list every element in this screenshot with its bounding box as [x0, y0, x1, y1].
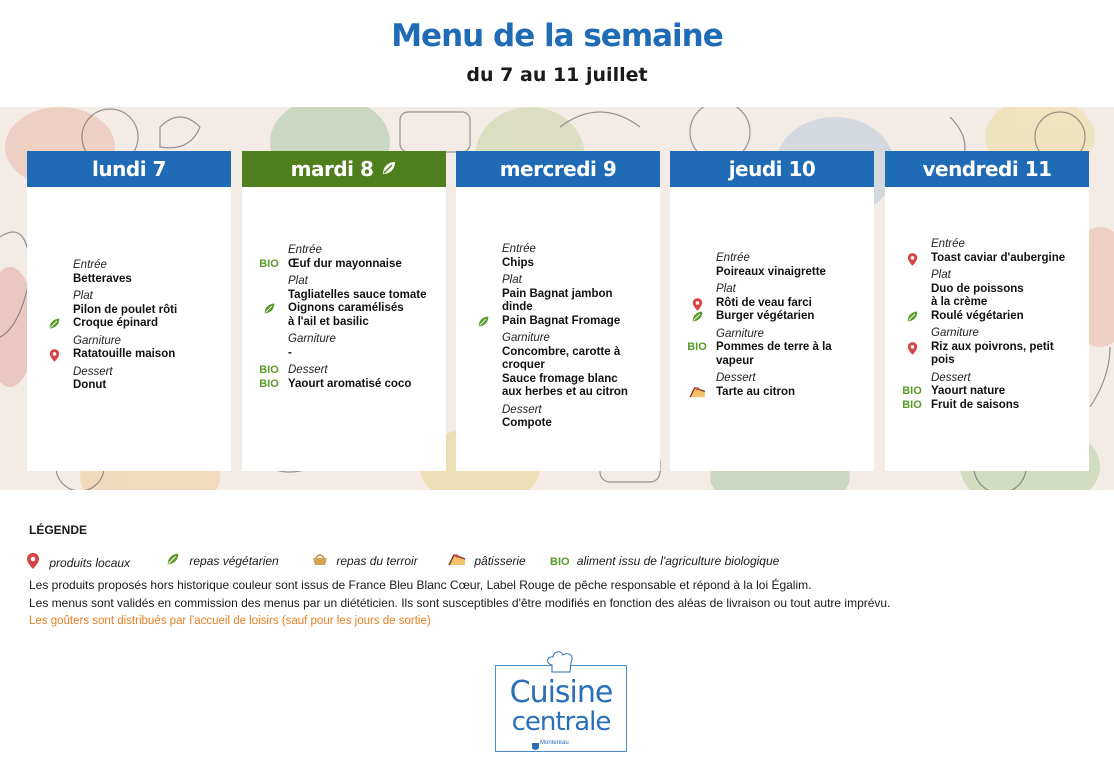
day-menu: [27, 187, 231, 471]
cuisine-centrale-logo: [495, 665, 627, 752]
legend-veg: [166, 552, 279, 571]
local-pin-icon: [26, 552, 40, 575]
vegetarian-leaf-icon: [468, 315, 498, 333]
day-header: [670, 151, 874, 187]
menu-item: Donut: [73, 379, 107, 391]
pastry-icon: [682, 386, 712, 403]
day-menu: [670, 187, 874, 471]
legend-local-label: produits locaux: [49, 555, 131, 570]
bio-tag: [254, 258, 284, 272]
bio-label: BIO: [259, 257, 279, 270]
legend-terroir: [312, 552, 418, 571]
bio-label: BIO: [902, 385, 922, 397]
menu-item: Sauce fromage blanc: [502, 372, 618, 385]
day-menu: [456, 187, 660, 471]
menu-item: pois: [931, 354, 955, 366]
vegetarian-leaf-icon: [254, 302, 284, 320]
menu-item: Pain Bagnat Fromage: [502, 314, 621, 327]
menu-item: croquer: [502, 359, 545, 371]
local-pin-icon: [897, 252, 927, 272]
legend-pastry: [448, 552, 526, 571]
menu-item: Duo de poissons: [931, 282, 1024, 295]
menu-category: Dessert: [931, 371, 971, 384]
menu-item: Roulé végétarien: [931, 309, 1024, 322]
menu-item: aux herbes et au citron: [502, 386, 628, 398]
bio-label: BIO: [259, 377, 279, 390]
legend-terroir-label: repas du terroir: [336, 554, 418, 568]
note-line-3: Les goûters sont distribués par l'accueil de loisirs (sauf pour les jours de sortie): [29, 615, 431, 627]
bio-tag: [897, 399, 927, 413]
day-card-thursday: [670, 151, 874, 471]
legend-bio-label: aliment issu de l'agriculture biologique: [576, 554, 780, 568]
bio-tag: [897, 385, 927, 399]
bio-label: BIO: [902, 398, 922, 411]
menu-category: Garniture: [73, 334, 121, 347]
menu-item: Concombre, carotte à: [502, 345, 621, 358]
menu-category: Plat: [502, 274, 522, 286]
day-name: mardi 8: [290, 157, 374, 181]
menu-item: Pommes de terre à la: [716, 341, 832, 353]
day-menu: [242, 187, 446, 471]
menu-item: Pilon de poulet rôti: [73, 303, 178, 316]
menu-item: Tarte au citron: [716, 385, 796, 398]
legend-veg-label: repas végétarien: [189, 554, 279, 568]
menu-item: Compote: [502, 417, 552, 429]
logo-line-2: centrale: [511, 707, 611, 737]
bio-tag: BIO: [550, 556, 570, 568]
page-title: Menu de la semaine: [391, 18, 723, 54]
menu-item: Croque épinard: [73, 317, 158, 329]
bio-label: BIO: [259, 364, 279, 376]
menu-category: Entrée: [73, 259, 107, 271]
menu-item: à l'ail et basilic: [288, 315, 369, 328]
menu-item: Oignons caramélisés: [288, 302, 404, 314]
logo-line-1: Cuisine: [509, 675, 613, 710]
menu-category: Garniture: [931, 327, 979, 339]
menu-item: dinde: [502, 301, 533, 313]
vegetarian-leaf-icon: [682, 310, 712, 328]
menu-item: Fruit de saisons: [931, 398, 1020, 411]
menu-item: Poireaux vinaigrette: [716, 265, 826, 278]
menu-item: Ratatouille maison: [73, 348, 176, 360]
menu-category: Dessert: [502, 403, 542, 416]
bio-tag: [254, 364, 284, 378]
day-name: vendredi 11: [922, 157, 1052, 181]
bio-tag: [254, 378, 284, 392]
day-header: [27, 151, 231, 187]
menu-item: Rôti de veau farci: [716, 296, 812, 309]
menu-item: Betteraves: [73, 272, 132, 285]
vegetarian-leaf-icon: [381, 151, 397, 187]
day-card-wednesday: [456, 151, 660, 471]
vegetarian-leaf-icon: [897, 310, 927, 328]
menu-item: Chips: [502, 256, 534, 269]
menu-category: Garniture: [288, 333, 336, 345]
day-name: mercredi 9: [499, 157, 617, 181]
day-card-monday: [27, 151, 231, 471]
menu-category: Plat: [288, 275, 308, 287]
menu-category: Garniture: [716, 327, 764, 340]
legend-pastry-label: pâtisserie: [474, 554, 526, 568]
bio-tag: [682, 341, 712, 355]
menu-item: à la crème: [931, 296, 988, 308]
day-card-tuesday: [242, 151, 446, 471]
menu-item: Toast caviar d'aubergine: [931, 251, 1066, 264]
menu-item: Yaourt nature: [931, 385, 1006, 397]
vegetarian-leaf-icon: [39, 317, 69, 335]
bio-label: BIO: [687, 341, 707, 353]
day-header: [242, 151, 446, 187]
menu-category: Plat: [716, 283, 736, 295]
menu-category: Dessert: [716, 372, 756, 384]
menu-category: Entrée: [288, 244, 322, 256]
pastry-icon: [448, 553, 466, 571]
vegetarian-leaf-icon: [166, 552, 180, 571]
menu-item: Riz aux poivrons, petit: [931, 340, 1054, 353]
logo-footer: Montereau: [540, 740, 569, 746]
menu-item: Yaourt aromatisé coco: [288, 377, 412, 390]
menu-category: Garniture: [502, 332, 550, 344]
note-line-1: Les produits proposés hors historique couleur sont issus de France Bleu Blanc Cœur, Label Rouge de pêche responsable et répond à la loi Égalim.: [29, 578, 812, 592]
day-card-friday: [885, 151, 1089, 471]
menu-category: Plat: [73, 290, 93, 302]
menu-item: Pain Bagnat jambon: [502, 287, 613, 300]
basket-icon: [312, 552, 328, 571]
menu-category: Entrée: [716, 252, 750, 264]
menu-category: Entrée: [502, 243, 536, 255]
local-pin-icon: [39, 348, 69, 368]
city-crest-icon: [532, 739, 539, 757]
menu-item: -: [288, 346, 292, 359]
menu-item: vapeur: [716, 354, 754, 367]
page-subtitle: du 7 au 11 juillet: [466, 64, 648, 86]
day-name: lundi 7: [92, 157, 166, 181]
legend-bio: [550, 552, 779, 571]
menu-category: Plat: [931, 269, 951, 281]
day-header: [885, 151, 1089, 187]
menu-item: Œuf dur mayonnaise: [288, 257, 402, 270]
menu-item: Tagliatelles sauce tomate: [288, 288, 427, 301]
day-menu: [885, 187, 1089, 471]
menu-category: Dessert: [73, 365, 113, 378]
menu-category: Entrée: [931, 238, 965, 250]
legend-title: LÉGENDE: [29, 523, 88, 537]
day-header: [456, 151, 660, 187]
menu-category: Dessert: [288, 364, 328, 376]
legend-local: [26, 552, 130, 575]
note-line-2: Les menus sont validés en commission des menus par un diététicien. Ils sont susceptibles d'être modifiés en fonction des aléas de livraison ou tout autre imprévu.: [29, 596, 891, 610]
menu-item: Burger végétarien: [716, 310, 815, 322]
day-name: jeudi 10: [728, 157, 816, 181]
local-pin-icon: [897, 341, 927, 361]
